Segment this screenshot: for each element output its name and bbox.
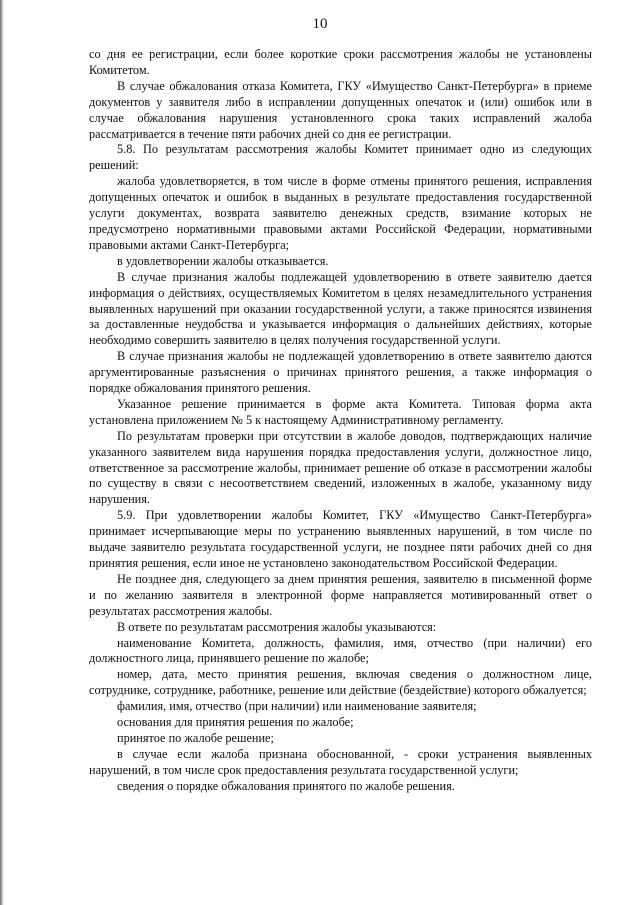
paragraph-8: Указанное решение принимается в форме акта Комитета. Типовая форма акта установлена приложением № 5 к настоящему Административному регламенту. — [89, 396, 592, 427]
page-number: 10 — [312, 16, 328, 32]
paragraph-18: в случае если жалоба признана обоснованной, - сроки устранения выявленных нарушений, в том числе срок предоставления результата государственной услуги; — [89, 746, 592, 777]
paragraph-13: наименование Комитета, должность, фамилия, имя, отчество (при наличии) его должностного лица, принявшего решение по жалобе; — [89, 635, 592, 666]
paragraph-9: По результатам проверки при отсутствии в жалобе доводов, подтверждающих наличие указанного заявителем вида нарушения порядка предоставления услуги, должностное лицо, ответственное за рассмотрение жалобы, принимает решение об отказе в рассмотрении жалобы по существу в связи с несоответствием сведений, изложенных в жалобе, указанному виду нарушения. — [89, 428, 592, 507]
paragraph-5: в удовлетворении жалобы отказывается. — [117, 253, 329, 268]
paragraph-16: основания для принятия решения по жалобе; — [117, 715, 354, 730]
paragraph-1: со дня ее регистрации, если более короткие сроки рассмотрения жалобы не установлены Комитетом. — [89, 47, 592, 77]
paragraph-12: В ответе по результатам рассмотрения жалобы указываются: — [117, 619, 437, 634]
paragraph-7: В случае признания жалобы не подлежащей удовлетворению в ответе заявителю даются аргументированные разъяснения о причинах принятого решения, а также информация о порядке обжалования принятого решения. — [89, 349, 592, 396]
paragraph-15: фамилия, имя, отчество (при наличии) или наименование заявителя; — [117, 699, 477, 714]
paragraph-6: В случае признания жалобы подлежащей удовлетворению в ответе заявителю дается информация о действиях, осуществляемых Комитетом в целях незамедлительного устранения выявленных нарушений при оказании государственной услуги, а также приносятся извинения за доставленные неудобства и указывается информация о дальнейших действиях, которые необходимо совершить заявителю в целях получения государственной услуги. — [89, 269, 592, 348]
document-body — [89, 47, 592, 795]
paragraph-11: Не позднее дня, следующего за днем принятия решения, заявителю в письменной форме и по желанию заявителя в электронной форме направляется мотивированный ответ о результатах рассмотрения жалобы. — [89, 571, 592, 618]
paragraph-3: 5.8. По результатам рассмотрения жалобы Комитет принимает одно из следующих решений: — [89, 142, 592, 173]
paragraph-14: номер, дата, место принятия решения, включая сведения о должностном лице, сотруднике, сотруднике, работнике, решение или действие (бездействие) которого обжалуется; — [89, 667, 592, 698]
scan-edge — [0, 0, 4, 905]
paragraph-17: принятое по жалобе решение; — [117, 730, 274, 745]
paragraph-4: жалоба удовлетворяется, в том числе в форме отмены принятого решения, исправления допущенных опечаток и ошибок в выданных в результате предоставления государственной услуги документах, возврата заявителю денежных средств, взимание которых не предусмотрено нормативными правовыми актами Российской Федерации, нормативными правовыми актами Санкт-Петербурга; — [89, 174, 592, 252]
paragraph-2: В случае обжалования отказа Комитета, ГКУ «Имущество Санкт-Петербурга» в приеме документов у заявителя либо в исправлении допущенных опечаток и (или) ошибок или в случае обжалования нарушения установленного срока таких исправлений жалоба рассматривается в течение пяти рабочих дней со дня ее регистрации. — [89, 78, 592, 141]
paragraph-10: 5.9. При удовлетворении жалобы Комитет, ГКУ «Имущество Санкт-Петербурга» принимает исчерпывающие меры по устранению выявленных нарушений, в том числе по выдаче заявителю результата государственной услуги, не позднее пяти рабочих дней со дня принятия решения, если иное не установлено законодательством Российской Федерации. — [89, 508, 592, 570]
paragraph-19: сведения о порядке обжалования принятого по жалобе решения. — [117, 778, 455, 793]
